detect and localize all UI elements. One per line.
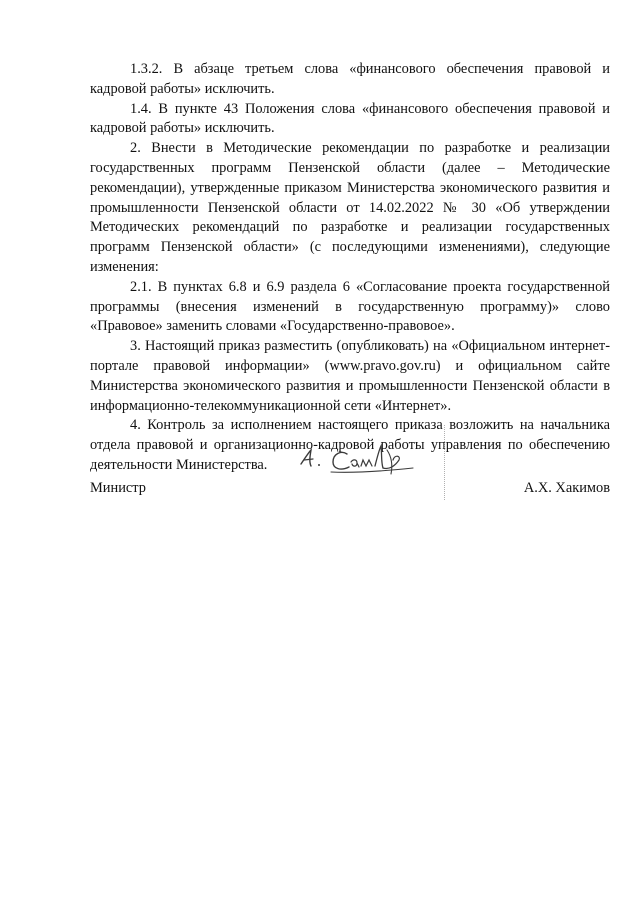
paragraph-4: 4. Контроль за исполнением настоящего приказа возложить на начальника отдела правовой и организационно-кадровой работы управления по обеспечению деятельности Министерства. xyxy=(90,417,610,473)
paragraph-1-4: 1.4. В пункте 43 Положения слова «финансового обеспечения правовой и кадровой работы» исключить. xyxy=(90,100,610,137)
paragraph-1-3-2: 1.3.2. В абзаце третьем слова «финансового обеспечения правовой и кадровой работы» исключить. xyxy=(90,61,610,97)
signatory-title: Министр xyxy=(90,480,146,496)
paragraph-2: 2. Внести в Методические рекомендации по разработке и реализации государственных программ Пензенской области (далее – Методические рекомендации), утвержденные приказом Министерства экономического развития и промышленности Пензенской области от 14.02.2022 № 30 «Об утверждении Методических рекомендаций по разработке и реализации государственных программ Пензенской области» (с последующими изменениями), следующие изменения: xyxy=(90,140,610,275)
paragraph-3: 3. Настоящий приказ разместить (опубликовать) на «Официальном интернет-портале правовой информации» (www.pravo.gov.ru) и официальном сайте Министерства экономического развития и промышленности Пензенской области в информационно-телекоммуникационной сети «Интернет». xyxy=(90,338,610,414)
paragraph-2-1: 2.1. В пунктах 6.8 и 6.9 раздела 6 «Согласование проекта государственной программы (внесения изменений в государственную программу)» слово «Правовое» заменить словами «Государственно-правовое». xyxy=(90,278,610,335)
document-body xyxy=(90,60,610,476)
signatory-name: А.Х. Хакимов xyxy=(523,480,610,496)
handwritten-signature xyxy=(295,440,420,482)
signature-block xyxy=(90,480,610,502)
